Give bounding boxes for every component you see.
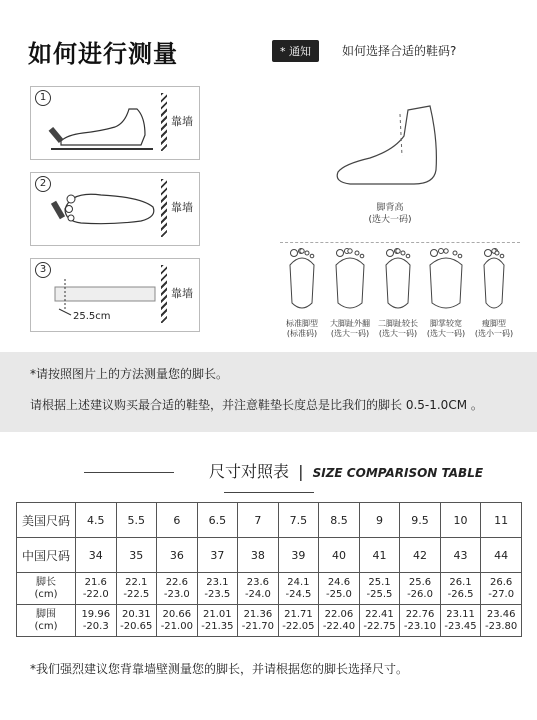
measure-title: 如何进行测量 <box>28 40 178 68</box>
foot-type-name: 瘦脚型 <box>482 319 506 328</box>
table-row <box>17 503 522 538</box>
table-cell: 24.1 -24.5 <box>278 573 319 605</box>
table-cell: 22.76 -23.10 <box>400 605 441 637</box>
measure-step-1 <box>30 86 200 160</box>
row-header: 脚围 (cm) <box>17 605 76 637</box>
title-separator: | <box>298 462 304 481</box>
wall-hatch <box>161 93 167 151</box>
foot-type-sub: (选大一码) <box>378 329 418 338</box>
title-en: SIZE COMPARISON TABLE <box>312 466 484 480</box>
table-cell: 40 <box>319 538 360 573</box>
instep-label: 脚背高 <box>376 203 404 213</box>
table-cell: 5.5 <box>116 503 157 538</box>
wall-label: 靠墙 <box>171 115 193 128</box>
notice-question: 如何选择合适的鞋码? <box>342 44 457 58</box>
table-cell: 9.5 <box>400 503 441 538</box>
table-cell: 19.96 -20.3 <box>76 605 117 637</box>
table-cell: 22.1 -22.5 <box>116 573 157 605</box>
table-cell: 23.6 -24.0 <box>238 573 279 605</box>
table-cell: 21.71 -22.05 <box>278 605 319 637</box>
table-cell: 26.1 -26.5 <box>440 573 481 605</box>
table-cell: 7 <box>238 503 279 538</box>
wall-hatch <box>161 179 167 237</box>
table-cell: 23.46 -23.80 <box>481 605 522 637</box>
row-header: 美国尺码 <box>17 503 76 538</box>
table-cell: 6.5 <box>197 503 238 538</box>
foot-guide-line <box>280 242 520 243</box>
foot-type-name: 大脚趾外翻 <box>330 319 370 328</box>
measure-step-3 <box>30 258 200 332</box>
table-cell: 9 <box>359 503 400 538</box>
foot-type-name: 标准脚型 <box>286 319 318 328</box>
step-number: 3 <box>35 262 51 278</box>
instep-foot-illustration <box>330 100 460 190</box>
table-row <box>17 538 522 573</box>
title-rule-left <box>84 472 174 473</box>
step-number: 2 <box>35 176 51 192</box>
foot-type-sub: (选大一码) <box>330 329 370 338</box>
table-cell: 43 <box>440 538 481 573</box>
foot-top-illustration <box>41 173 171 243</box>
title-rule-right <box>224 492 314 493</box>
advice-line-1: *请按照图片上的方法测量您的脚长。 <box>30 367 229 381</box>
table-title <box>0 459 537 501</box>
measure-value: 25.5cm <box>73 311 111 322</box>
table-row <box>17 605 522 637</box>
advice-band <box>0 352 537 432</box>
foot-type-sub: (标准码) <box>286 329 318 338</box>
table-cell: 22.41 -22.75 <box>359 605 400 637</box>
table-cell: 42 <box>400 538 441 573</box>
title-cn: 尺寸对照表 <box>209 462 290 481</box>
foot-type-illustration <box>424 245 468 315</box>
table-cell: 20.66 -21.00 <box>157 605 198 637</box>
table-cell: 22.6 -23.0 <box>157 573 198 605</box>
footer-note: *我们强烈建议您背靠墙壁测量您的脚长，并请根据您的脚长选择尺寸。 <box>30 662 409 676</box>
foot-type-name: 二脚趾较长 <box>378 319 418 328</box>
measure-step-2 <box>30 172 200 246</box>
table-cell: 4.5 <box>76 503 117 538</box>
table-cell: 24.6 -25.0 <box>319 573 360 605</box>
table-cell: 7.5 <box>278 503 319 538</box>
table-cell: 41 <box>359 538 400 573</box>
size-table <box>16 502 522 637</box>
table-cell: 34 <box>76 538 117 573</box>
foot-type-illustration <box>280 245 324 315</box>
table-cell: 26.6 -27.0 <box>481 573 522 605</box>
table-cell: 21.36 -21.70 <box>238 605 279 637</box>
table-cell: 37 <box>197 538 238 573</box>
foot-type-illustration <box>328 245 372 315</box>
table-row <box>17 573 522 605</box>
advice-line-2: 请根据上述建议购买最合适的鞋垫，并注意鞋垫长度总是比我们的脚长 0.5-1.0CM 。 <box>30 398 483 412</box>
foot-type-sub: (选小一码) <box>474 329 514 338</box>
table-cell: 20.31 -20.65 <box>116 605 157 637</box>
table-cell: 38 <box>238 538 279 573</box>
table-cell: 21.6 -22.0 <box>76 573 117 605</box>
table-cell: 36 <box>157 538 198 573</box>
table-cell: 23.11 -23.45 <box>440 605 481 637</box>
step-number: 1 <box>35 90 51 106</box>
wall-label: 靠墙 <box>171 201 193 214</box>
foot-side-illustration <box>41 87 171 157</box>
table-cell: 23.1 -23.5 <box>197 573 238 605</box>
table-cell: 35 <box>116 538 157 573</box>
foot-type-illustration <box>472 245 516 315</box>
table-cell: 25.6 -26.0 <box>400 573 441 605</box>
table-cell: 10 <box>440 503 481 538</box>
table-cell: 21.01 -21.35 <box>197 605 238 637</box>
wall-label: 靠墙 <box>171 287 193 300</box>
wall-hatch <box>161 265 167 323</box>
row-header: 中国尺码 <box>17 538 76 573</box>
table-cell: 39 <box>278 538 319 573</box>
table-cell: 8.5 <box>319 503 360 538</box>
table-cell: 11 <box>481 503 522 538</box>
notice-badge: * 通知 <box>272 40 319 62</box>
table-cell: 6 <box>157 503 198 538</box>
row-header: 脚长 (cm) <box>17 573 76 605</box>
table-cell: 22.06 -22.40 <box>319 605 360 637</box>
table-cell: 44 <box>481 538 522 573</box>
table-cell: 25.1 -25.5 <box>359 573 400 605</box>
foot-type-illustration <box>376 245 420 315</box>
foot-type-sub: (选大一码) <box>426 329 466 338</box>
foot-type-name: 脚掌较宽 <box>430 319 462 328</box>
instep-sub: (选大一码) <box>368 215 412 225</box>
